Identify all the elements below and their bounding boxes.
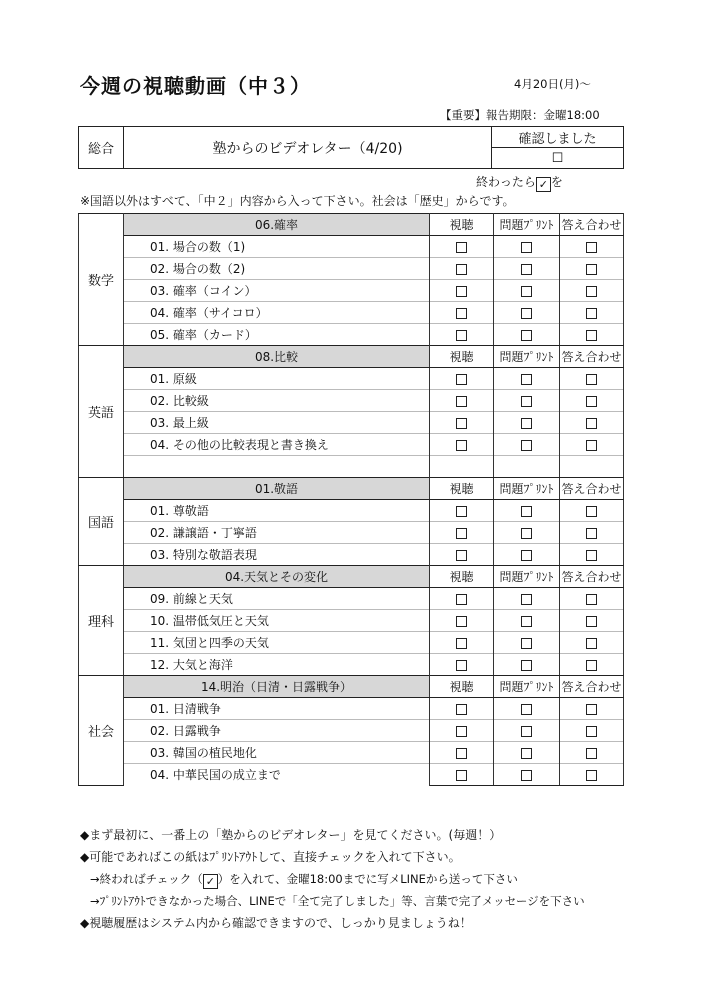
print-checkbox[interactable] bbox=[521, 506, 532, 517]
check-cell-print bbox=[494, 368, 560, 390]
page-title: 今週の視聴動画（中３） bbox=[80, 74, 311, 98]
check-cell-print bbox=[494, 522, 560, 544]
check-cell-answer bbox=[560, 390, 624, 412]
check-cell-answer bbox=[560, 720, 624, 742]
lesson-title: 10. 温帯低気圧と天気 bbox=[124, 610, 430, 632]
view-checkbox[interactable] bbox=[456, 770, 467, 781]
answer-checkbox[interactable] bbox=[586, 374, 597, 385]
lesson-title: 09. 前線と天気 bbox=[124, 588, 430, 610]
lesson-title: 02. 比較級 bbox=[124, 390, 430, 412]
view-checkbox[interactable] bbox=[456, 506, 467, 517]
check-cell-view bbox=[430, 698, 494, 720]
check-cell-view bbox=[430, 500, 494, 522]
check-cell-print bbox=[494, 456, 560, 478]
report-deadline: 【重要】報告期限：金曜18:00 bbox=[440, 108, 600, 122]
check-cell-answer bbox=[560, 522, 624, 544]
check-cell-print bbox=[494, 544, 560, 566]
check-cell-print bbox=[494, 390, 560, 412]
answer-checkbox[interactable] bbox=[586, 286, 597, 297]
print-checkbox[interactable] bbox=[521, 396, 532, 407]
overview-label: 総合 bbox=[79, 127, 124, 169]
column-header-view: 視聴 bbox=[430, 214, 494, 236]
answer-checkbox[interactable] bbox=[586, 616, 597, 627]
column-header-print: 問題ﾌﾟﾘﾝﾄ bbox=[494, 346, 560, 368]
print-checkbox[interactable] bbox=[521, 594, 532, 605]
check-cell-view bbox=[430, 632, 494, 654]
check-cell-view bbox=[430, 390, 494, 412]
table-row bbox=[79, 280, 624, 302]
check-cell-print bbox=[494, 632, 560, 654]
table-row bbox=[79, 302, 624, 324]
video-checklist-table bbox=[78, 213, 624, 786]
check-cell-answer bbox=[560, 500, 624, 522]
lesson-title bbox=[124, 456, 430, 478]
check-cell-answer bbox=[560, 742, 624, 764]
answer-checkbox[interactable] bbox=[586, 506, 597, 517]
check-cell-view bbox=[430, 456, 494, 478]
lesson-title: 05. 確率（カード） bbox=[124, 324, 430, 346]
lesson-title: 01. 場合の数（1) bbox=[124, 236, 430, 258]
column-header-print: 問題ﾌﾟﾘﾝﾄ bbox=[494, 566, 560, 588]
lesson-title: 04. 確率（サイコロ） bbox=[124, 302, 430, 324]
check-cell-print bbox=[494, 654, 560, 676]
check-cell-view bbox=[430, 280, 494, 302]
table-row bbox=[79, 544, 624, 566]
check-cell-answer bbox=[560, 302, 624, 324]
column-header-print: 問題ﾌﾟﾘﾝﾄ bbox=[494, 478, 560, 500]
check-cell-view bbox=[430, 412, 494, 434]
table-row bbox=[79, 720, 624, 742]
note-4: →ﾌﾟﾘﾝﾄｱｳﾄできなかった場合、LINEで「全て完了しました」等、言葉で完了メッセージを下さい bbox=[90, 894, 585, 908]
print-checkbox[interactable] bbox=[521, 704, 532, 715]
check-cell-print bbox=[494, 500, 560, 522]
unit-title: 01.敬語 bbox=[124, 478, 430, 500]
print-checkbox[interactable] bbox=[521, 286, 532, 297]
answer-checkbox[interactable] bbox=[586, 704, 597, 715]
view-checkbox[interactable] bbox=[456, 374, 467, 385]
print-checkbox[interactable] bbox=[521, 418, 532, 429]
view-checkbox[interactable] bbox=[456, 242, 467, 253]
column-header-answer: 答え合わせ bbox=[560, 346, 624, 368]
view-checkbox[interactable] bbox=[456, 396, 467, 407]
table-row bbox=[79, 632, 624, 654]
confirm-checkbox[interactable]: ☐ bbox=[551, 150, 564, 166]
view-checkbox[interactable] bbox=[456, 440, 467, 451]
check-cell-answer bbox=[560, 544, 624, 566]
check-cell-print bbox=[494, 258, 560, 280]
check-cell-answer bbox=[560, 764, 624, 786]
unit-title: 04.天気とその変化 bbox=[124, 566, 430, 588]
print-checkbox[interactable] bbox=[521, 242, 532, 253]
lesson-title: 02. 日露戦争 bbox=[124, 720, 430, 742]
view-checkbox[interactable] bbox=[456, 264, 467, 275]
answer-checkbox[interactable] bbox=[586, 748, 597, 759]
note-2: ◆可能であればこの紙はﾌﾟﾘﾝﾄｱｳﾄして、直接チェックを入れて下さい。 bbox=[80, 850, 461, 864]
subject-label: 社会 bbox=[79, 676, 124, 786]
table-row bbox=[79, 654, 624, 676]
check-cell-answer bbox=[560, 588, 624, 610]
check-cell-answer bbox=[560, 324, 624, 346]
check-cell-view bbox=[430, 324, 494, 346]
check-cell-answer bbox=[560, 368, 624, 390]
lesson-title: 03. 特別な敬語表現 bbox=[124, 544, 430, 566]
check-cell-answer bbox=[560, 434, 624, 456]
check-cell-answer bbox=[560, 610, 624, 632]
print-checkbox[interactable] bbox=[521, 374, 532, 385]
check-cell-print bbox=[494, 720, 560, 742]
lesson-title: 01. 日清戦争 bbox=[124, 698, 430, 720]
check-cell-view bbox=[430, 720, 494, 742]
check-cell-answer bbox=[560, 456, 624, 478]
check-cell-view bbox=[430, 654, 494, 676]
check-cell-print bbox=[494, 324, 560, 346]
column-header-view: 視聴 bbox=[430, 566, 494, 588]
check-cell-view bbox=[430, 610, 494, 632]
answer-checkbox[interactable] bbox=[586, 440, 597, 451]
view-checkbox[interactable] bbox=[456, 550, 467, 561]
check-cell-view bbox=[430, 588, 494, 610]
column-header-view: 視聴 bbox=[430, 676, 494, 698]
answer-checkbox[interactable] bbox=[586, 242, 597, 253]
lesson-title: 01. 原級 bbox=[124, 368, 430, 390]
print-checkbox[interactable] bbox=[521, 770, 532, 781]
week-date: 4月20日(月)〜 bbox=[514, 77, 591, 91]
check-cell-view bbox=[430, 522, 494, 544]
subject-label: 理科 bbox=[79, 566, 124, 676]
lesson-title: 02. 場合の数（2) bbox=[124, 258, 430, 280]
column-header-print: 問題ﾌﾟﾘﾝﾄ bbox=[494, 676, 560, 698]
lesson-title: 12. 大気と海洋 bbox=[124, 654, 430, 676]
check-cell-view bbox=[430, 434, 494, 456]
table-row bbox=[79, 434, 624, 456]
check-cell-print bbox=[494, 742, 560, 764]
check-cell-print bbox=[494, 280, 560, 302]
notes bbox=[80, 824, 680, 934]
table-row bbox=[79, 610, 624, 632]
answer-checkbox[interactable] bbox=[586, 330, 597, 341]
answer-checkbox[interactable] bbox=[586, 396, 597, 407]
check-cell-print bbox=[494, 588, 560, 610]
table-row bbox=[79, 522, 624, 544]
check-cell-print bbox=[494, 412, 560, 434]
column-header-view: 視聴 bbox=[430, 478, 494, 500]
answer-checkbox[interactable] bbox=[586, 726, 597, 737]
answer-checkbox[interactable] bbox=[586, 418, 597, 429]
print-checkbox[interactable] bbox=[521, 330, 532, 341]
lesson-title: 04. 中華民国の成立まで bbox=[124, 764, 430, 786]
answer-checkbox[interactable] bbox=[586, 264, 597, 275]
print-checkbox[interactable] bbox=[521, 748, 532, 759]
lesson-title: 02. 謙譲語・丁寧語 bbox=[124, 522, 430, 544]
view-checkbox[interactable] bbox=[456, 286, 467, 297]
print-checkbox[interactable] bbox=[521, 550, 532, 561]
note-1: ◆まず最初に、一番上の「塾からのビデオレター」を見てください。(毎週！） bbox=[80, 828, 502, 842]
answer-checkbox[interactable] bbox=[586, 550, 597, 561]
lesson-title: 03. 確率（コイン） bbox=[124, 280, 430, 302]
confirm-header: 確認しました bbox=[492, 127, 624, 148]
after-note: 終わったら ✓ を bbox=[476, 175, 563, 191]
table-row bbox=[79, 764, 624, 786]
print-checkbox[interactable] bbox=[521, 726, 532, 737]
check-cell-view bbox=[430, 742, 494, 764]
check-cell-view bbox=[430, 368, 494, 390]
lesson-title: 03. 最上級 bbox=[124, 412, 430, 434]
view-checkbox[interactable] bbox=[456, 418, 467, 429]
table-row bbox=[79, 742, 624, 764]
check-cell-answer bbox=[560, 280, 624, 302]
check-cell-answer bbox=[560, 412, 624, 434]
check-cell-print bbox=[494, 302, 560, 324]
subject-label: 国語 bbox=[79, 478, 124, 566]
check-cell-print bbox=[494, 434, 560, 456]
table-row bbox=[79, 368, 624, 390]
print-checkbox[interactable] bbox=[521, 638, 532, 649]
view-checkbox[interactable] bbox=[456, 726, 467, 737]
note-5: ◆視聴履歴はシステム内から確認できますので、しっかり見ましょうね！ bbox=[80, 916, 472, 930]
answer-checkbox[interactable] bbox=[586, 308, 597, 319]
check-cell-answer bbox=[560, 654, 624, 676]
check-cell-print bbox=[494, 610, 560, 632]
check-cell-answer bbox=[560, 698, 624, 720]
note-3: →終わればチェック（ ✓ ）を入れて、金曜18:00までに写メLINEから送って下さい bbox=[90, 872, 518, 888]
lesson-title: 03. 韓国の植民地化 bbox=[124, 742, 430, 764]
check-cell-print bbox=[494, 698, 560, 720]
lesson-title: 11. 気団と四季の天気 bbox=[124, 632, 430, 654]
check-cell-view bbox=[430, 302, 494, 324]
table-row bbox=[79, 456, 624, 478]
subject-label: 英語 bbox=[79, 346, 124, 478]
table-row bbox=[79, 258, 624, 280]
instruction-note: ※国語以外はすべて、「中２」内容から入って下さい。社会は「歴史」からです。 bbox=[80, 194, 515, 208]
column-header-print: 問題ﾌﾟﾘﾝﾄ bbox=[494, 214, 560, 236]
answer-checkbox[interactable] bbox=[586, 594, 597, 605]
check-cell-view bbox=[430, 258, 494, 280]
view-checkbox[interactable] bbox=[456, 594, 467, 605]
answer-checkbox[interactable] bbox=[586, 660, 597, 671]
check-cell-answer bbox=[560, 236, 624, 258]
check-cell-print bbox=[494, 236, 560, 258]
table-row bbox=[79, 324, 624, 346]
table-row bbox=[79, 698, 624, 720]
view-checkbox[interactable] bbox=[456, 748, 467, 759]
check-cell-view bbox=[430, 544, 494, 566]
check-cell-view bbox=[430, 236, 494, 258]
print-checkbox[interactable] bbox=[521, 308, 532, 319]
column-header-view: 視聴 bbox=[430, 346, 494, 368]
view-checkbox[interactable] bbox=[456, 704, 467, 715]
view-checkbox[interactable] bbox=[456, 660, 467, 671]
print-checkbox[interactable] bbox=[521, 616, 532, 627]
table-row bbox=[79, 588, 624, 610]
check-cell-view bbox=[430, 764, 494, 786]
check-cell-print bbox=[494, 764, 560, 786]
lesson-title: 01. 尊敬語 bbox=[124, 500, 430, 522]
column-header-answer: 答え合わせ bbox=[560, 566, 624, 588]
view-checkbox[interactable] bbox=[456, 616, 467, 627]
view-checkbox[interactable] bbox=[456, 528, 467, 539]
video-letter-title: 塾からのビデオレター（4/20) bbox=[124, 127, 492, 169]
view-checkbox[interactable] bbox=[456, 638, 467, 649]
unit-title: 06.確率 bbox=[124, 214, 430, 236]
table-row bbox=[79, 236, 624, 258]
table-row bbox=[79, 390, 624, 412]
table-row bbox=[79, 412, 624, 434]
table-row bbox=[79, 500, 624, 522]
check-icon: ✓ bbox=[536, 177, 551, 192]
view-checkbox[interactable] bbox=[456, 330, 467, 341]
check-cell-answer bbox=[560, 258, 624, 280]
print-checkbox[interactable] bbox=[521, 528, 532, 539]
print-checkbox[interactable] bbox=[521, 264, 532, 275]
subject-label: 数学 bbox=[79, 214, 124, 346]
unit-title: 14.明治（日清・日露戦争） bbox=[124, 676, 430, 698]
answer-checkbox[interactable] bbox=[586, 638, 597, 649]
answer-checkbox[interactable] bbox=[586, 770, 597, 781]
overview-table bbox=[78, 126, 624, 169]
unit-title: 08.比較 bbox=[124, 346, 430, 368]
lesson-title: 04. その他の比較表現と書き換え bbox=[124, 434, 430, 456]
answer-checkbox[interactable] bbox=[586, 528, 597, 539]
column-header-answer: 答え合わせ bbox=[560, 214, 624, 236]
column-header-answer: 答え合わせ bbox=[560, 676, 624, 698]
print-checkbox[interactable] bbox=[521, 440, 532, 451]
check-icon: ✓ bbox=[203, 874, 218, 889]
view-checkbox[interactable] bbox=[456, 308, 467, 319]
print-checkbox[interactable] bbox=[521, 660, 532, 671]
check-cell-answer bbox=[560, 632, 624, 654]
column-header-answer: 答え合わせ bbox=[560, 478, 624, 500]
